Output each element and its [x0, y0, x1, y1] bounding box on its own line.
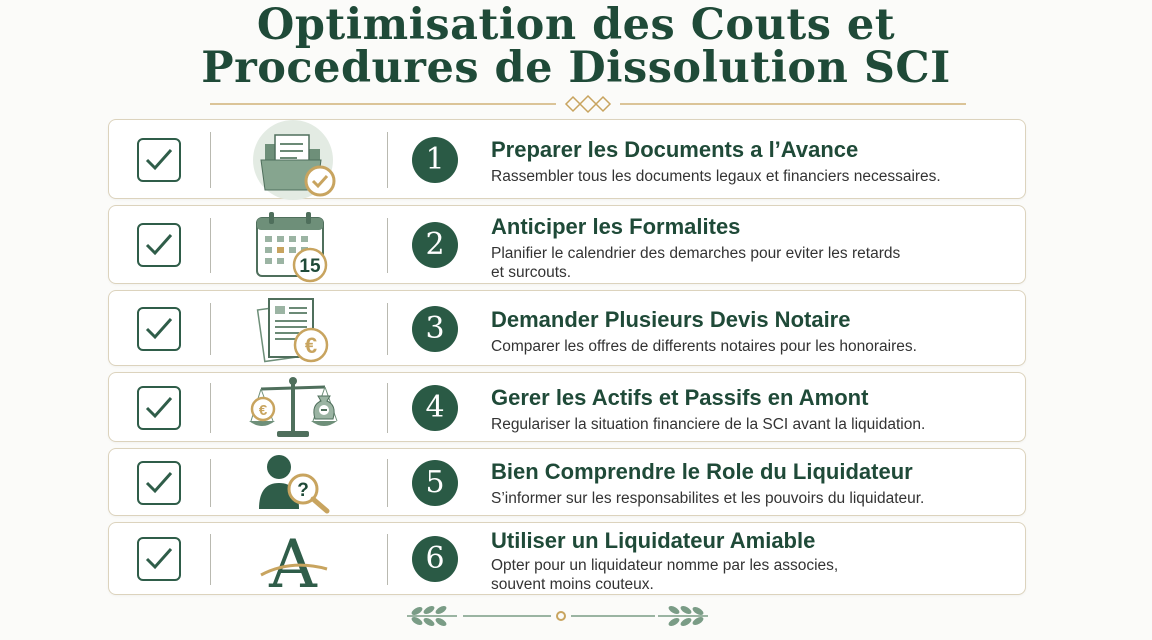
step-description: S’informer sur les responsabilites et les pouvoirs du liquidateur.: [491, 490, 925, 507]
step-number: 4: [412, 385, 458, 431]
step-description: Planifier le calendrier des demarches pour eviter les retards et surcouts.: [491, 245, 901, 281]
person-question-icon: [247, 451, 339, 515]
step-description: Comparer les offres de differents notaires pour les honoraires.: [491, 338, 917, 355]
title-line-2: Procedures de Dissolution SCI: [201, 43, 951, 93]
separator: [210, 132, 211, 188]
step-row-1: [108, 119, 1026, 199]
separator: [210, 218, 211, 273]
step-number: 3: [412, 306, 458, 352]
question-mark: ?: [297, 480, 309, 501]
checkbox-checked[interactable]: [137, 223, 181, 267]
separator: [210, 534, 211, 585]
step-title: Demander Plusieurs Devis Notaire: [491, 307, 851, 332]
separator: [387, 303, 388, 355]
separator: [210, 303, 211, 355]
step-title: Bien Comprendre le Role du Liquidateur: [491, 459, 913, 484]
step-row-3: [108, 290, 1026, 366]
step-description: Regulariser la situation financiere de la SCI avant la liquidation.: [491, 416, 926, 433]
separator: [210, 383, 211, 433]
step-title: Anticiper les Formalites: [491, 214, 741, 239]
letter-a-glyph: A: [269, 526, 317, 594]
calendar-icon: [247, 208, 339, 284]
step-row-4: [108, 372, 1026, 442]
separator: [387, 132, 388, 188]
step-number: 1: [412, 137, 458, 183]
step-description: Rassembler tous les documents legaux et financiers necessaires.: [491, 168, 941, 185]
footer-ornament: [405, 601, 710, 631]
checkbox-checked[interactable]: [137, 461, 181, 505]
step-title: Preparer les Documents a l’Avance: [491, 137, 859, 162]
page-title: [0, 0, 1152, 93]
checkbox-checked[interactable]: [137, 386, 181, 430]
step-title: Utiliser un Liquidateur Amiable: [491, 528, 816, 553]
step-number: 5: [412, 460, 458, 506]
step-description: Opter pour un liquidateur nomme par les associes, souvent moins couteux.: [491, 557, 839, 593]
checkbox-checked[interactable]: [137, 307, 181, 351]
folder-check-icon: [247, 120, 339, 200]
title-divider: [210, 94, 966, 114]
euro-coin-symbol: €: [258, 402, 268, 419]
step-number: 6: [412, 536, 458, 582]
step-row-5: [108, 448, 1026, 516]
separator: [210, 459, 211, 507]
title-line-1: Optimisation des Couts et: [256, 0, 896, 50]
euro-symbol: €: [304, 333, 318, 358]
separator: [387, 218, 388, 273]
checkbox-checked[interactable]: [137, 537, 181, 581]
step-title: Gerer les Actifs et Passifs en Amont: [491, 385, 869, 410]
center-dot-icon: [557, 612, 565, 620]
right-laurel-icon: [658, 604, 708, 627]
step-number: 2: [412, 222, 458, 268]
documents-euro-icon: [247, 293, 339, 365]
separator: [387, 383, 388, 433]
checkbox-checked[interactable]: [137, 138, 181, 182]
separator: [387, 459, 388, 507]
letter-a-icon: [247, 525, 339, 594]
balance-scale-icon: [247, 375, 339, 441]
left-laurel-icon: [407, 604, 457, 627]
step-row-6: [108, 522, 1026, 595]
calendar-day-text: 15: [299, 256, 321, 277]
step-row-2: [108, 205, 1026, 284]
diamond-ornament-icon: [566, 96, 610, 112]
separator: [387, 534, 388, 585]
